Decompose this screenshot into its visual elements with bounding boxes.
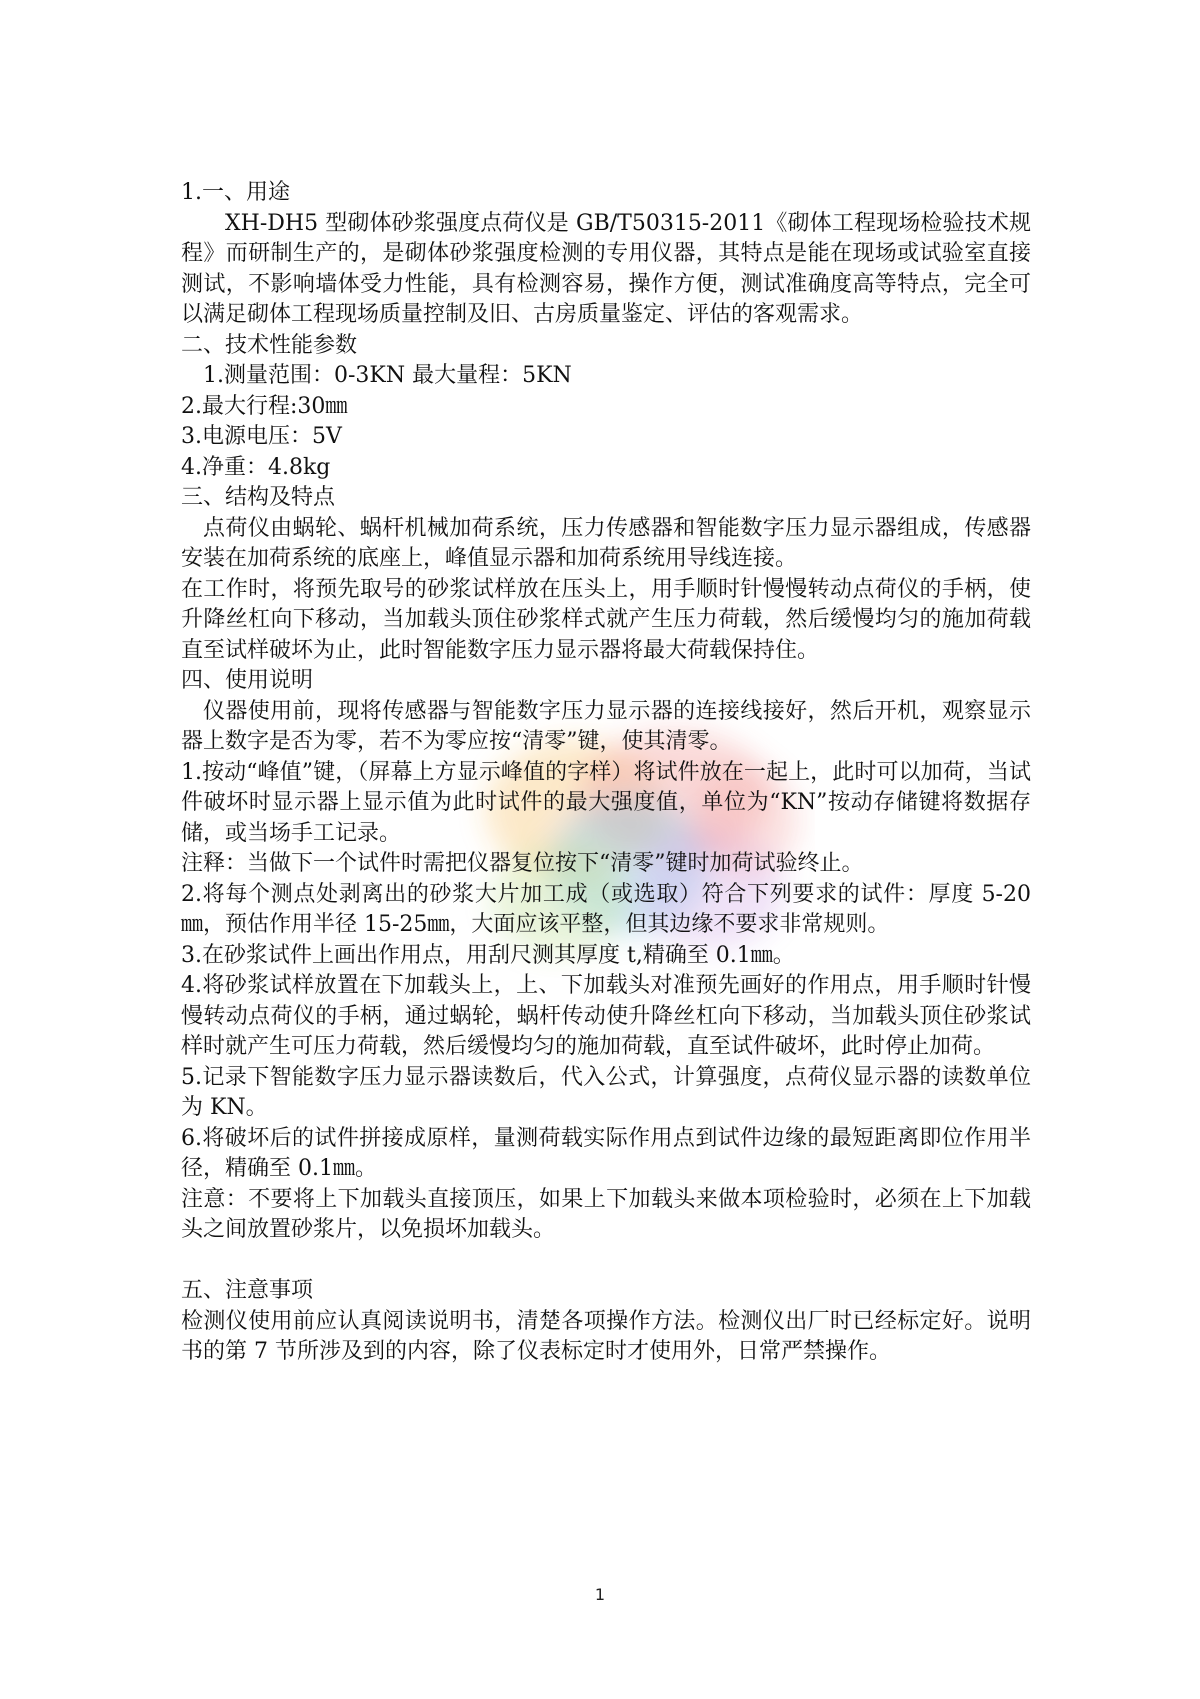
paragraph-structure: 点荷仪由蜗轮、蜗杆机械加荷系统，压力传感器和智能数字压力显示器组成，传感器安装在加荷系统的底座上，峰值显示器和加荷系统用导线连接。 — [181, 515, 1031, 571]
step-5: 5.记录下智能数字压力显示器读数后，代入公式，计算强度，点荷仪显示器的读数单位为 KN。 — [181, 1064, 1031, 1120]
spec-voltage: 3.电源电压：5V — [181, 424, 342, 449]
note-reset: 注释：当做下一个试件时需把仪器复位按下“清零”键时加荷试验终止。 — [181, 851, 864, 876]
note-caution: 注意：不要将上下加载头直接顶压，如果上下加载头来做本项检验时，必须在上下加载头之间放置砂浆片，以免损坏加载头。 — [181, 1186, 1031, 1242]
document-body — [181, 178, 1031, 1368]
spec-weight: 4.净重：4.8kg — [181, 454, 331, 480]
step-6: 6.将破坏后的试件拼接成原样，量测荷载实际作用点到试件边缘的最短距离即位作用半径，精确至 0.1㎜。 — [181, 1125, 1031, 1181]
heading-usage: 1.一、用途 — [181, 180, 290, 205]
step-3: 3.在砂浆试件上画出作用点，用刮尺测其厚度 t,精确至 0.1㎜。 — [181, 942, 795, 968]
step-2: 2.将每个测点处剥离出的砂浆大片加工成（或选取）符合下列要求的试件：厚度 5-20㎜，预估作用半径 15-25㎜，大面应该平整，但其边缘不要求非常规则。 — [181, 881, 1031, 937]
heading-structure: 三、结构及特点 — [181, 485, 336, 510]
spec-range: 1.测量范围：0-3KN 最大量程：5KN — [203, 363, 572, 388]
blank-line — [181, 1246, 1031, 1277]
heading-instructions: 四、使用说明 — [181, 668, 314, 693]
step-1: 1.按动“峰值”键，（屏幕上方显示峰值的字样）将试件放在一起上，此时可以加荷，当试件破坏时显示器上显示值为此时试件的最大强度值，单位为“KN”按动存储键将数据存储，或当场手工记录。 — [181, 759, 1031, 846]
heading-specs: 二、技术性能参数 — [181, 332, 358, 358]
paragraph-preparation: 仪器使用前，现将传感器与智能数字压力显示器的连接线接好，然后开机，观察显示器上数字是否为零，若不为零应按“清零”键，使其清零。 — [181, 698, 1031, 754]
spec-stroke: 2.最大行程:30㎜ — [181, 393, 348, 419]
paragraph-usage: XH-DH5 型砌体砂浆强度点荷仪是 GB/T50315-2011《砌体工程现场检验技术规程》而研制生产的，是砌体砂浆强度检测的专用仪器，其特点是能在现场或试验室直接测试，不影响墙体受力性能，具有检测容易，操作方便，测试准确度高等特点，完全可以满足砌体工程现场质量控制及旧、古房质量鉴定、评估的客观需求。 — [181, 210, 1031, 327]
heading-precautions: 五、注意事项 — [181, 1278, 314, 1303]
page-number: 1 — [594, 1585, 606, 1604]
step-4: 4.将砂浆试样放置在下加载头上，上、下加载头对准预先画好的作用点，用手顺时针慢慢转动点荷仪的手柄，通过蜗轮，蜗杆传动使升降丝杠向下移动，当加载头顶住砂浆试样时就产生可压力荷载，然后缓慢均匀的施加荷载，直至试件破坏，此时停止加荷。 — [181, 973, 1031, 1059]
paragraph-operation: 在工作时，将预先取号的砂浆试样放在压头上，用手顺时针慢慢转动点荷仪的手柄，使升降丝杠向下移动，当加载头顶住砂浆样式就产生压力荷载，然后缓慢均匀的施加荷载直至试样破坏为止，此时智能数字压力显示器将最大荷载保持住。 — [181, 576, 1031, 663]
paragraph-precautions: 检测仪使用前应认真阅读说明书，清楚各项操作方法。检测仪出厂时已经标定好。说明书的第 7 节所涉及到的内容，除了仪表标定时才使用外，日常严禁操作。 — [181, 1308, 1031, 1364]
